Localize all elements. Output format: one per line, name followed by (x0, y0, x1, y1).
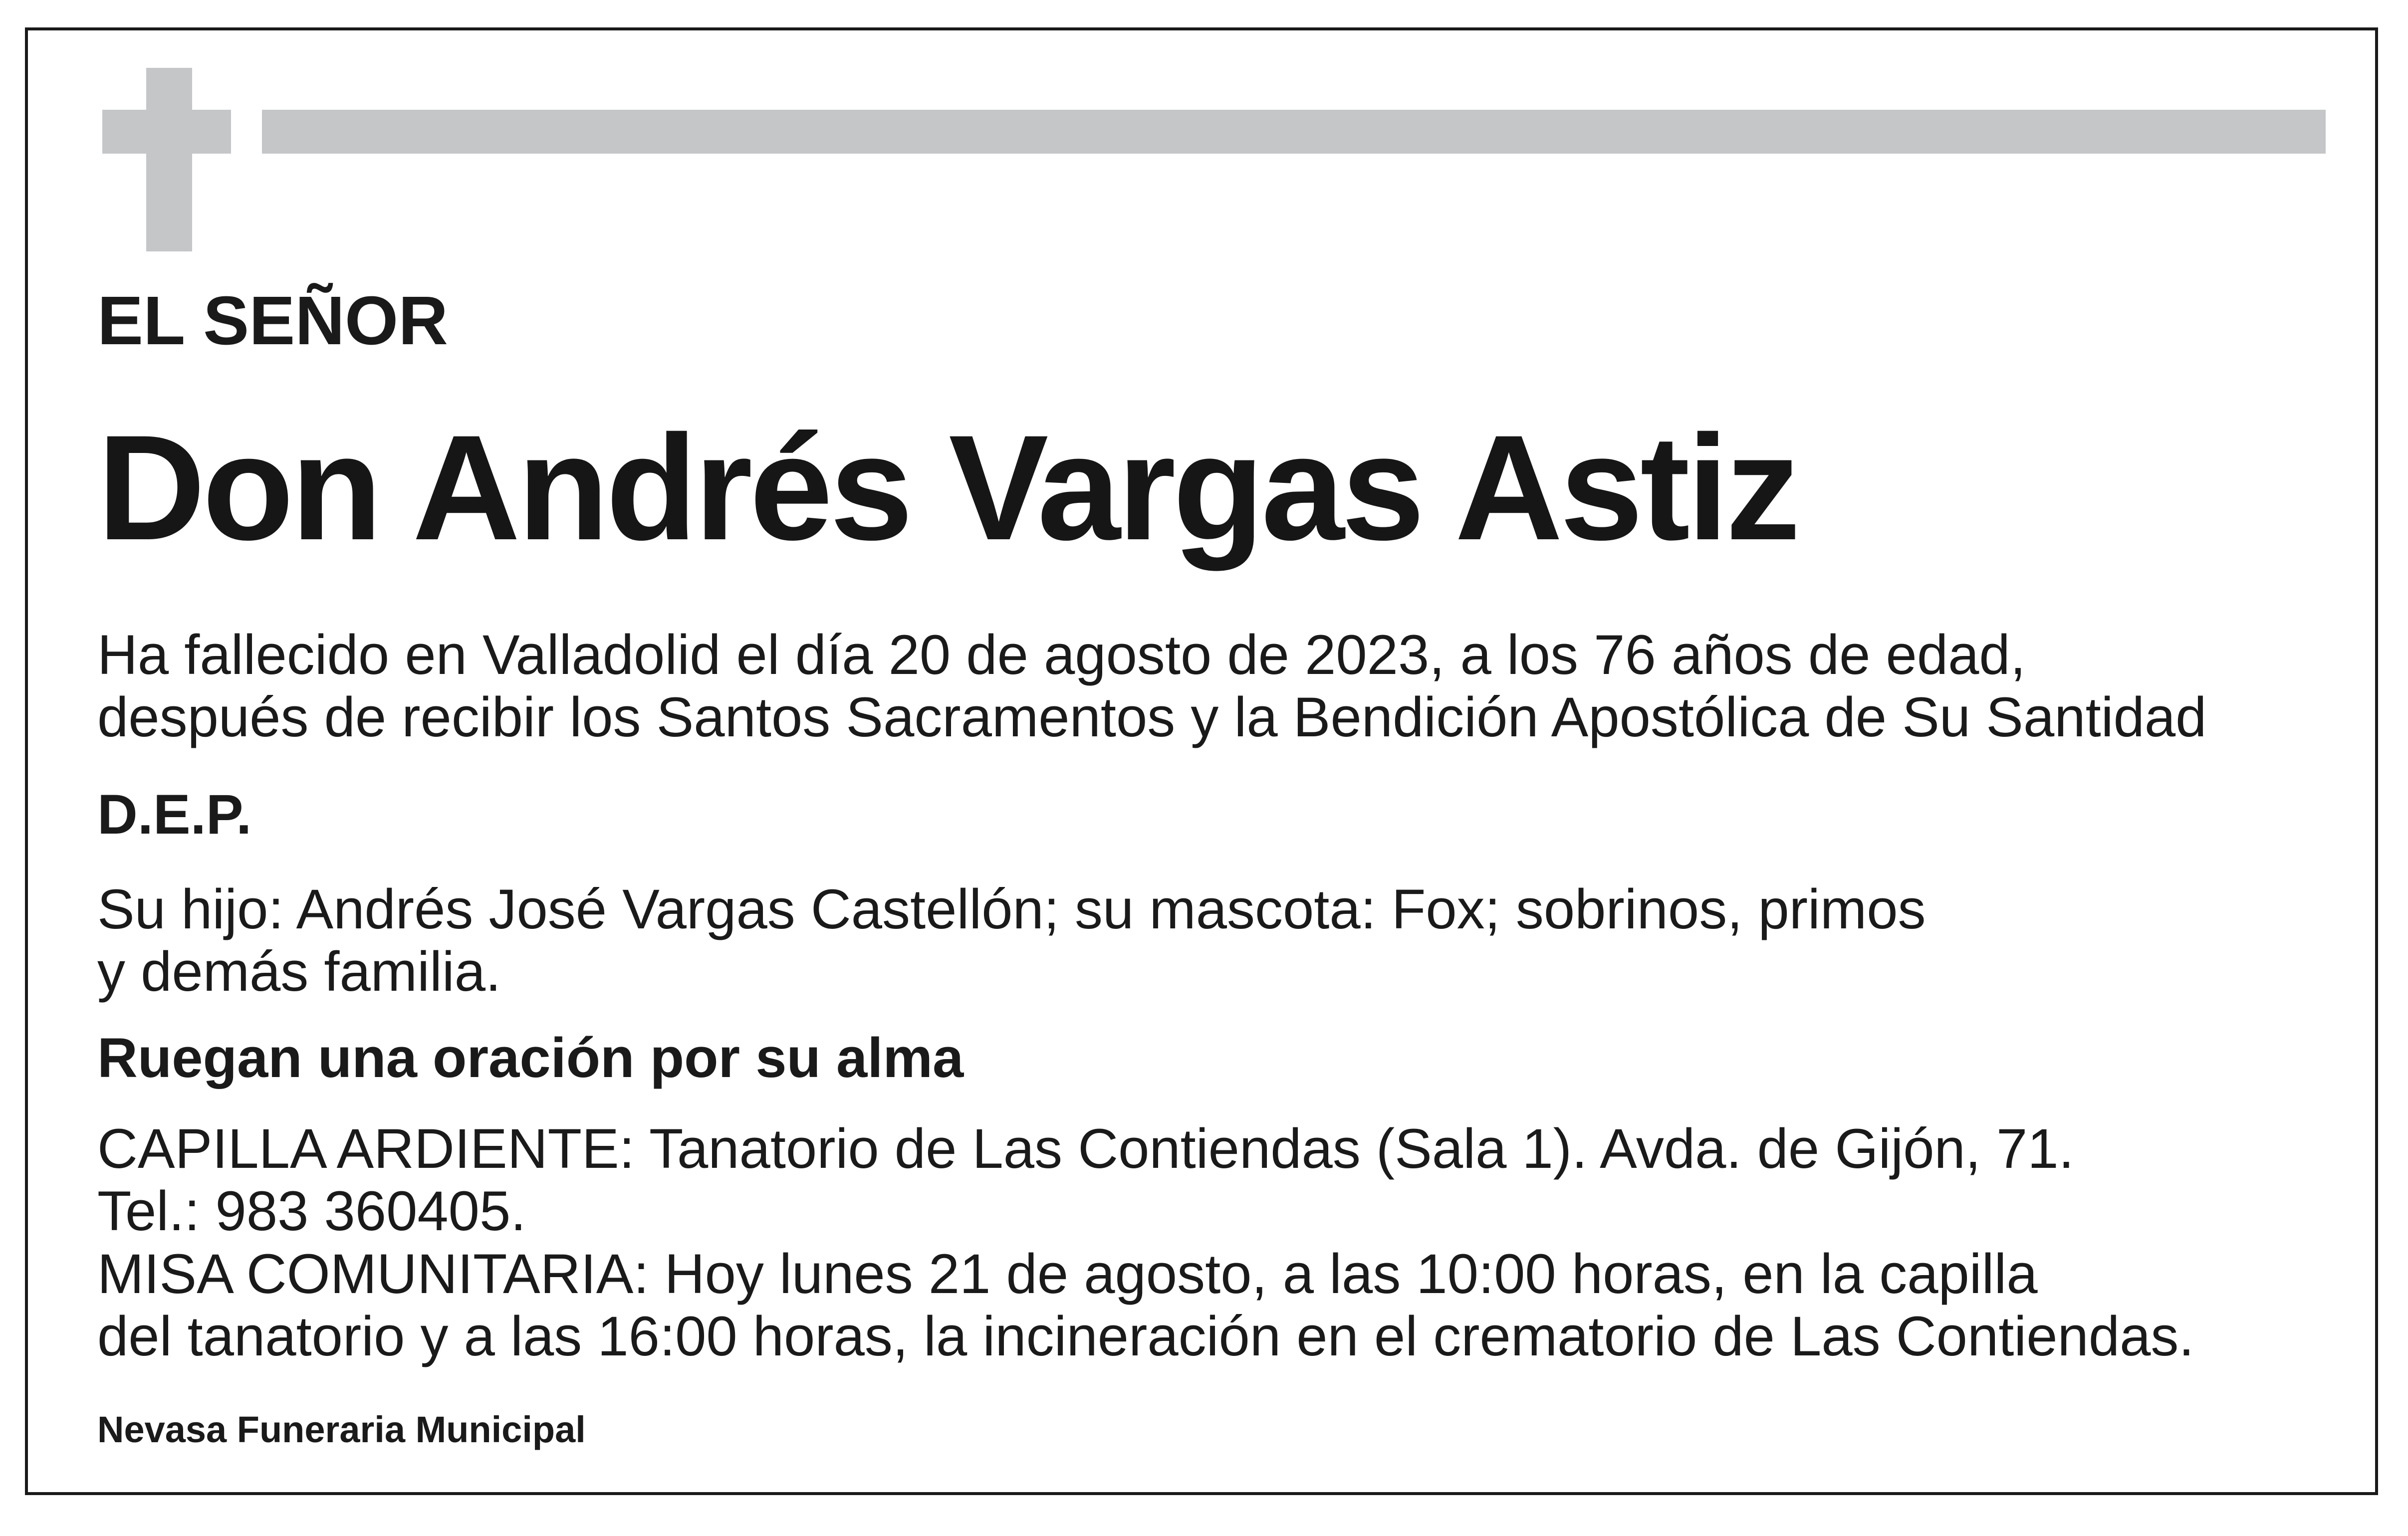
family-line: y demás familia. (97, 940, 501, 1003)
deceased-name: Don Andrés Vargas Astiz (97, 404, 1798, 571)
family-line: Su hijo: Andrés José Vargas Castellón; su mascota: Fox; sobrinos, primos (97, 878, 1926, 940)
family-list (97, 878, 1926, 1003)
details-line: del tanatorio y a las 16:00 horas, la incineración en el crematorio de Las Contiendas. (97, 1305, 2194, 1368)
cross-vertical-bar (146, 68, 192, 251)
funeral-home: Nevasa Funeraria Municipal (97, 1409, 586, 1450)
announcement-line: después de recibir los Santos Sacramentos y la Bendición Apostólica de Su Santidad (97, 686, 2207, 749)
prayer-request: Ruegan una oración por su alma (97, 1027, 964, 1089)
announcement-line: Ha fallecido en Valladolid el día 20 de agosto de 2023, a los 76 años de edad, (97, 624, 2026, 686)
cross-horizontal-bar (102, 110, 231, 154)
header-rule (262, 110, 2326, 154)
salutation: EL SEÑOR (97, 282, 448, 359)
dep-label: D.E.P. (97, 783, 252, 846)
announcement (97, 624, 2206, 749)
details-line: Tel.: 983 360405. (97, 1180, 526, 1243)
details-line: MISA COMUNITARIA: Hoy lunes 21 de agosto, a las 10:00 horas, en la capilla (97, 1242, 2038, 1305)
service-details (97, 1117, 2194, 1368)
details-line: CAPILLA ARDIENTE: Tanatorio de Las Contiendas (Sala 1). Avda. de Gijón, 71. (97, 1117, 2074, 1180)
